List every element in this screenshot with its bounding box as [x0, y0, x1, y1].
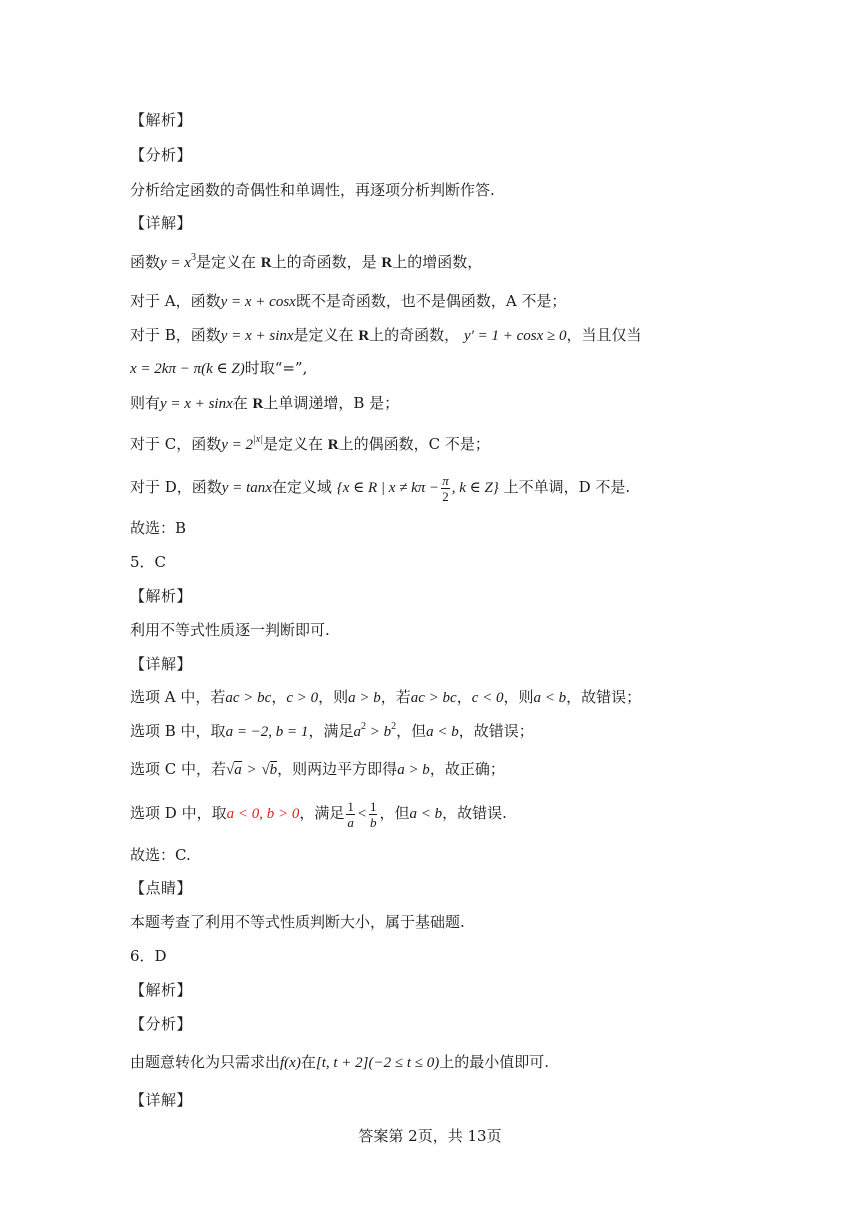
detail-line-option-d: 对于 D，函数y = tanx在定义域 {x ∈ R | x ≠ kπ − $\frac{\pi}{2}$ , k ∈ Z} 上不单调，D 不是.	[130, 472, 631, 504]
detail-line-option-b-cont: x = 2kπ − π(k ∈ Z)时取“=”,	[130, 359, 308, 377]
heading-jiexi: 【解析】	[130, 587, 193, 605]
fraction-1-over-b: $\frac{1}{b}$	[369, 798, 377, 830]
detail-line-option-a: 选项 A 中，若ac > bc，c > 0，则a > b，若ac > bc，c < 0，则a < b，故错误；	[130, 688, 642, 706]
analysis-text: 由题意转化为只需求出f(x)在[t, t + 2](−2 ≤ t ≤ 0)上的最小值即可.	[130, 1053, 550, 1071]
detail-line-option-b: 对于 B，函数y = x + sinx是定义在 R上的奇函数， y′ = 1 + cosx ≥ 0，当且仅当	[130, 326, 642, 344]
dianjing-text: 本题考查了利用不等式性质判断大小，属于基础题.	[130, 913, 465, 931]
jiexi-text: 利用不等式性质逐一判断即可.	[130, 621, 330, 639]
detail-line-function: 函数$y = x^3$是定义在 R上的奇函数，是 R上的增函数，	[130, 252, 483, 271]
detail-line-option-b-conclusion: 则有y = x + sinx在 R上单调递增，B 是；	[130, 394, 400, 412]
detail-line-option-c: 选项 C 中，若√a > √b，则两边平方即得a > b，故正确；	[130, 760, 505, 778]
detail-line-option-d: 选项 D 中，取a < 0, b > 0，满足 $\frac{1}{a}$ < $\frac{1}{b}$ ，但a < b，故错误.	[130, 798, 507, 830]
analysis-text: 分析给定函数的奇偶性和单调性，再逐项分析判断作答.	[130, 181, 495, 199]
problem-5-title: 5．C	[130, 553, 167, 571]
heading-xiangjie: 【详解】	[130, 1091, 193, 1109]
heading-fenxi: 【分析】	[130, 1015, 193, 1033]
heading-fenxi: 【分析】	[130, 146, 193, 164]
answer-5: 故选：C.	[130, 846, 191, 864]
answer-4: 故选：B	[130, 519, 187, 537]
detail-line-option-c: 对于 C，函数$y = 2^{|x|}$是定义在 R上的偶函数，C 不是；	[130, 434, 490, 453]
heading-dianjing: 【点睛】	[130, 879, 193, 897]
heading-xiangjie: 【详解】	[130, 214, 193, 232]
fraction-1-over-a: $\frac{1}{a}$	[347, 798, 354, 830]
red-highlight-condition: a < 0, b > 0	[226, 806, 300, 822]
heading-xiangjie: 【详解】	[130, 655, 193, 673]
page-footer: 答案第 2页，共 13页	[358, 1127, 502, 1145]
detail-line-option-b: 选项 B 中，取a = −2, b = 1，满足$a^2 > b^2$，但a < b，故错误；	[130, 721, 534, 740]
heading-jiexi: 【解析】	[130, 111, 193, 129]
heading-jiexi: 【解析】	[130, 981, 193, 999]
detail-line-option-a: 对于 A，函数y = x + cosx既不是奇函数，也不是偶函数，A 不是；	[130, 292, 567, 310]
fraction-pi-over-2: $\frac{\pi}{2}$	[442, 472, 449, 504]
problem-6-title: 6．D	[130, 947, 167, 965]
